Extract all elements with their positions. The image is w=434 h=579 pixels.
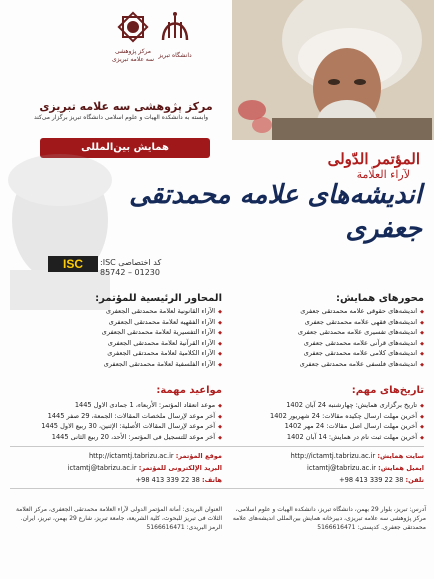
arabic-site-link[interactable]: http://ictamtj.tabrizu.ac.ir bbox=[89, 452, 174, 460]
arabic-axes-list bbox=[10, 307, 222, 371]
arabic-email-label: البرید الإلکترونی للمؤتمر: bbox=[138, 464, 222, 472]
arabic-contact-email-row bbox=[10, 464, 222, 472]
important-dates-heading: تاریخ‌های مهم: bbox=[351, 385, 424, 396]
site-label: سایت همایش: bbox=[377, 452, 424, 460]
logo-left-caption-2: سه علامه تبریزی bbox=[111, 56, 155, 63]
list-item: ◆ موعد انعقاد المؤتمر: الأربعاء، 1 جمادی الاول 1445 bbox=[6, 401, 222, 412]
persian-address: آدرس: تبریز، بلوار 29 بهمن، دانشگاه تبریز، دانشکده الهیات و علوم اسلامی، مرکز پژوهشی سه علامه تبریزی، دبیرخانه همایش بین‌المللی اندیشه‌های علامه محمدتقی جعفری. کدپستی: 5166616471 bbox=[232, 506, 426, 531]
arabic-site-label: موقع المؤتمر: bbox=[175, 452, 222, 460]
isc-code-label: کد اختصاصی ISC: bbox=[100, 258, 162, 267]
international-conference-badge: همایش بین‌المللی bbox=[40, 138, 210, 158]
research-center-name: مرکز پژوهشی سه علامه تبریزی bbox=[39, 100, 213, 113]
section-divider bbox=[10, 446, 424, 447]
contact-phone-row bbox=[232, 476, 424, 484]
arabic-title-line1: المؤتمر الدّولی bbox=[327, 150, 420, 168]
list-item: ◆ الآراء الفلسفیة لعلامة محمدتقی الجعفری bbox=[10, 360, 222, 371]
list-item: ◆ الآراء الکلامیة لعلامة محمدتقی الجعفری bbox=[10, 349, 222, 360]
phone-value: +98 413 339 22 38 bbox=[339, 476, 404, 484]
conference-axes-heading: محورهای همایش: bbox=[335, 293, 424, 304]
list-item: ◆ آخر موعد لإرسال ملخصات المقالات: الجمعة، 29 صفر 1445 bbox=[6, 412, 222, 423]
arabic-address: العنوان البریدی: أمانة المؤتمر الدولی لآراء العلامة محمدتقی الجعفری، مرکز العلامة الثلاث فی تبریز للبحوث، کلیة الشریعة، جامعة تبریز، شارع 29 بهمن، تبریز، ایران. الرمز البریدی: 5166616471 bbox=[15, 506, 222, 531]
important-dates-list bbox=[230, 401, 424, 443]
university-logo bbox=[142, 8, 208, 64]
list-item: ◆ الآراء الفقهیه لعلامة محمدتقی الجعفری bbox=[10, 318, 222, 329]
list-item: ◆ آخر موعد لإرسال المقالات الأصلیة: الإثنین، 30 ربیع الاول 1445 bbox=[6, 422, 222, 433]
list-item: ◆ آخرین مهلت ارسال اصل مقالات: 24 مهر 1402 bbox=[230, 422, 424, 433]
list-item: ◆ آخرین مهلت ارسال چکیده مقالات: 24 شهریور 1402 bbox=[230, 412, 424, 423]
arabic-phone-label: هاتف: bbox=[201, 476, 222, 484]
list-item: ◆ اندیشه‌های حقوقی علامه محمدتقی جعفری bbox=[232, 307, 424, 318]
arabic-phone-value: +98 413 339 22 38 bbox=[135, 476, 200, 484]
list-item: ◆ اندیشه‌های کلامی علامه محمدتقی جعفری bbox=[232, 349, 424, 360]
arabic-axes-heading: المحاور الرئیسیة للمؤتمر: bbox=[95, 293, 222, 304]
calligraphy-emblem-icon bbox=[157, 8, 193, 46]
arabic-title-line2: لآراء العلّامة bbox=[356, 168, 410, 181]
email-label: ایمیل همایش: bbox=[378, 464, 424, 472]
logo-left-caption-1: مرکز پژوهشی bbox=[115, 48, 151, 55]
contact-site-row bbox=[232, 452, 424, 460]
list-item: ◆ اندیشه‌های فقهی علامه محمدتقی جعفری bbox=[232, 318, 424, 329]
arabic-dates-heading: مواعید مهمة: bbox=[156, 385, 222, 396]
list-item: ◆ الآراء القرآنیة لعلامة محمدتقی الجعفری bbox=[10, 339, 222, 350]
arabic-contact-site-row bbox=[10, 452, 222, 460]
contact-email-row bbox=[232, 464, 424, 472]
list-item: ◆ اندیشه‌های قرآنی علامه محمدتقی جعفری bbox=[232, 339, 424, 350]
list-item: ◆ تاریخ برگزاری همایش: چهارشنبه 24 آبان 1402 bbox=[230, 401, 424, 412]
arabic-dates-list bbox=[6, 401, 222, 443]
organizer-statement: وابسته به دانشکده الهیات و علوم اسلامی دانشگاه تبریز برگزار می‌کند bbox=[33, 114, 209, 121]
arabic-contact-phone-row bbox=[10, 476, 222, 484]
email-link[interactable]: ictamtj@tabrizu.ac.ir bbox=[307, 464, 376, 472]
arabic-email-link[interactable]: ictamtj@tabrizu.ac.ir bbox=[67, 464, 137, 472]
list-item: ◆ اندیشه‌های تفسیری علامه محمدتقی جعفری bbox=[232, 328, 424, 339]
phone-label: تلفن: bbox=[405, 476, 424, 484]
list-item: ◆ آخر موعد للتسجیل فی المؤتمر: الأحد، 20 ربیع الثانی 1445 bbox=[6, 433, 222, 444]
conference-main-title: اندیشه‌های علامه محمدتقی جعفری bbox=[129, 180, 422, 244]
site-link[interactable]: http://ictamtj.tabrizu.ac.ir bbox=[290, 452, 376, 460]
portrait-illustration bbox=[232, 0, 434, 140]
list-item: ◆ الآراء القانونیة لعلامة محمدتقی الجعفری bbox=[10, 307, 222, 318]
scholar-portrait bbox=[232, 0, 434, 140]
list-item: ◆ اندیشه‌های فلسفی علامه محمدتقی جعفری bbox=[232, 360, 424, 371]
list-item: ◆ آخرین مهلت ثبت نام در همایش: 14 آبان 1402 bbox=[230, 433, 424, 444]
isc-logo: ISC bbox=[48, 256, 98, 272]
logo-right-caption: دانشگاه تبریز bbox=[158, 52, 192, 59]
footer-divider bbox=[10, 488, 424, 489]
conference-axes-list bbox=[232, 307, 424, 371]
list-item: ◆ الآراء التفسیریة لعلامة محمدتقی الجعفری bbox=[10, 328, 222, 339]
isc-code-value: 85742 – 01230 bbox=[100, 268, 160, 277]
